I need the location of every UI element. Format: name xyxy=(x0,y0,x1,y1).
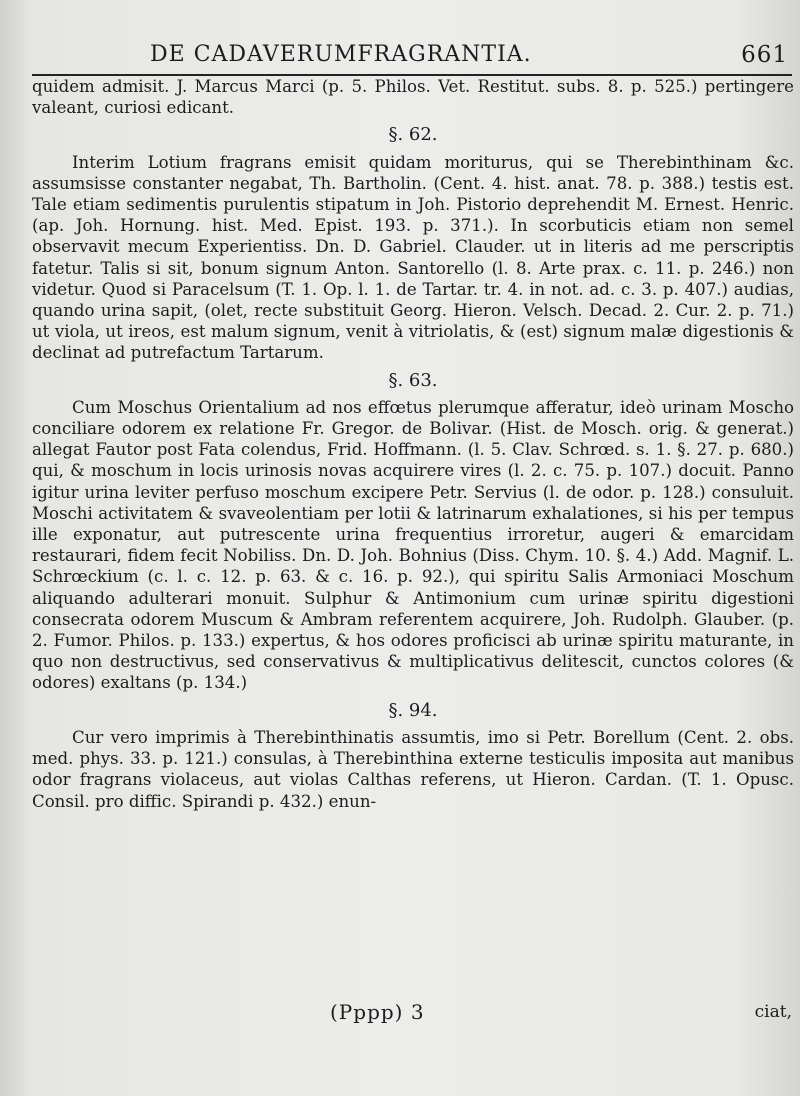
paragraph-section-63: Cum Moschus Orientalium ad nos effœtus plerumque afferatur, ideò urinam Moscho conciliare odorem ex relatione Fr. Gregor. de Bolivar. (Hist. de Mosch. orig. & generat.) allegat Fautor post Fata colendus, Frid. Hoffmann. (l. 5. Clav. Schrœd. s. 1. §. 27. p. 680.) qui, & moschum in locis urinosis novas acquirere vires (l. 2. c. 75. p. 107.) docuit. Panno igitur urina leviter perfuso moschum excipere Petr. Servius (l. de odor. p. 128.) consuluit. Moschi activitatem & svaveolentiam per lotii & latrinarum exhalationes, si his per tempus ille exponatur, aut putrescente urina frequentius irroretur, augeri & emarcidam restaurari, fidem fecit Nobiliss. Dn. D. Joh. Bohnius (Diss. Chym. 10. §. 4.) Add. Magnif. L. Schrœckium (c. l. c. 12. p. 63. & c. 16. p. 92.), qui spiritu Salis Armoniaci Moschum aliquando adulterari monuit. Sulphur & Antimonium cum urinæ spiritu digestioni consecrata odorem Muscum & Ambram referentem acquirere, Joh. Rudolph. Glauber. (p. 2. Fumor. Philos. p. 133.) expertus, & hos odores proficisci ab urinæ spiritu maturante, in quo non destructivus, sed conservativus & multiplicativus delitescit, cunctos colores (& odores) exaltans (p. 134.) xyxy=(32,397,794,693)
signature-mark: (Pppp) 3 xyxy=(330,1000,425,1024)
paragraph-continuation: quidem admisit. J. Marcus Marci (p. 5. Philos. Vet. Restitut. subs. 8. p. 525.) pertingere valeant, curiosi edicant. xyxy=(32,77,794,118)
paragraph-section-62: Interim Lotium fragrans emisit quidam moriturus, qui se Therebinthinam &c. assumsisse constanter negabat, Th. Bartholin. (Cent. 4. hist. anat. 78. p. 388.) testis est. Tale etiam sedimentis purulentis stipatum in Joh. Pistorio deprehendit M. Ernest. Henric. (ap. Joh. Hornung. hist. Med. Epist. 193. p. 371.). In scorbuticis etiam non semel observavit mecum Experientiss. Dn. D. Gabriel. Clauder. ut in literis ad me perscriptis fatetur. Talis si sit, bonum signum Anton. Santorello (l. 8. Arte prax. c. 11. p. 246.) non videtur. Quod si Paracelsum (T. 1. Op. l. 1. de Tartar. tr. 4. in not. ad. c. 3. p. 407.) audias, quando urina sapit, (olet, recte substituit Georg. Hieron. Velsch. Decad. 2. Cur. 2. p. 71.) ut viola, ut ireos, est malum signum, venit à vitriolatis, & (est) signum malæ digestionis & declinat ad putrefactum Tartarum. xyxy=(32,152,794,363)
paragraph-section-94: Cur vero imprimis à Therebinthinatis assumtis, imo si Petr. Borellum (Cent. 2. obs. med. phys. 33. p. 121.) consulas, à Therebinthina externe testiculis imposita aut manibus odor fragrans violaceus, aut violas Calthas referens, ut Hieron. Cardan. (T. 1. Opusc. Consil. pro diffic. Spirandi p. 432.) enun- xyxy=(32,727,794,811)
page-number: 661 xyxy=(741,42,788,68)
catchword: ciat, xyxy=(754,1002,792,1022)
running-title: DE CADAVERUMFRAGRANTIA. xyxy=(150,42,532,67)
section-heading-94: §. 94. xyxy=(388,699,438,721)
page-body xyxy=(32,76,794,818)
section-heading-62: §. 62. xyxy=(388,124,438,146)
running-head xyxy=(150,42,790,72)
section-heading-63: §. 63. xyxy=(388,369,438,391)
